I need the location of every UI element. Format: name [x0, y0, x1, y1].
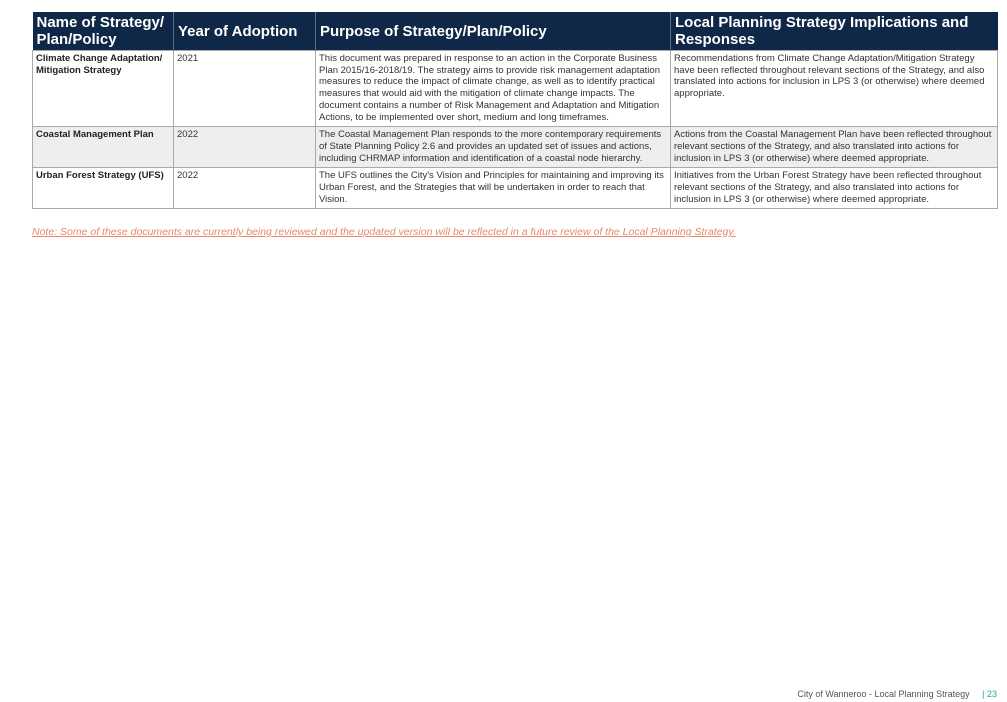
page-number: 23 — [986, 689, 997, 699]
cell-purpose: The UFS outlines the City's Vision and Principles for maintaining and improving its Urban Forest, and the Strategies that will be undertaken in order to reach that Vision. — [316, 168, 671, 209]
cell-purpose: This document was prepared in response to an action in the Corporate Business Plan 2015/16-2018/19. The strategy aims to provide risk management adaptation measures to reduce the impact of climate change, as well as to identify practical measures that would aid with the mitigation of climate change impacts. The document contains a number of Risk Management and Adaptation and Mitigation Actions, to be implemented over short, medium and long timeframes. — [316, 51, 671, 127]
table-header-row — [33, 12, 998, 51]
table-row — [33, 51, 998, 127]
page-footer — [797, 689, 997, 699]
cell-name: Climate Change Adaptation/ Mitigation Strategy — [33, 51, 174, 127]
footer-title: City of Wanneroo - Local Planning Strategy — [797, 689, 970, 699]
review-note: Note: Some of these documents are currently being reviewed and the updated version will be reflected in a future review of the Local Planning Strategy. — [32, 226, 736, 238]
header-year: Year of Adoption — [174, 12, 316, 51]
cell-purpose: The Coastal Management Plan responds to the more contemporary requirements of State Planning Policy 2.6 and provides an updated set of issues and actions, including CHRMAP information and identification of a coastal node hierarchy. — [316, 127, 671, 168]
cell-implications: Recommendations from Climate Change Adaptation/Mitigation Strategy have been reflected throughout relevant sections of the Strategy, and also translated into actions for inclusion in LPS 3 (or otherwise) where deemed appropriate. — [671, 51, 998, 127]
header-purpose: Purpose of Strategy/Plan/Policy — [316, 12, 671, 51]
cell-name: Urban Forest Strategy (UFS) — [33, 168, 174, 209]
cell-implications: Actions from the Coastal Management Plan have been reflected throughout relevant sections of the Strategy, and also translated into actions for inclusion in LPS 3 (or otherwise) where deemed appropriate. — [671, 127, 998, 168]
cell-name: Coastal Management Plan — [33, 127, 174, 168]
strategy-table — [32, 12, 998, 209]
cell-year: 2022 — [174, 127, 316, 168]
header-implications: Local Planning Strategy Implications and Responses — [671, 12, 998, 51]
cell-implications: Initiatives from the Urban Forest Strategy have been reflected throughout relevant sections of the Strategy, and also translated into actions for inclusion in LPS 3 (or otherwise) where deemed appropriate. — [671, 168, 998, 209]
cell-year: 2021 — [174, 51, 316, 127]
table-row — [33, 168, 998, 209]
table-row — [33, 127, 998, 168]
header-name: Name of Strategy/ Plan/Policy — [33, 12, 174, 51]
cell-year: 2022 — [174, 168, 316, 209]
footer-separator: | — [982, 689, 985, 699]
strategy-table-container — [32, 12, 997, 209]
